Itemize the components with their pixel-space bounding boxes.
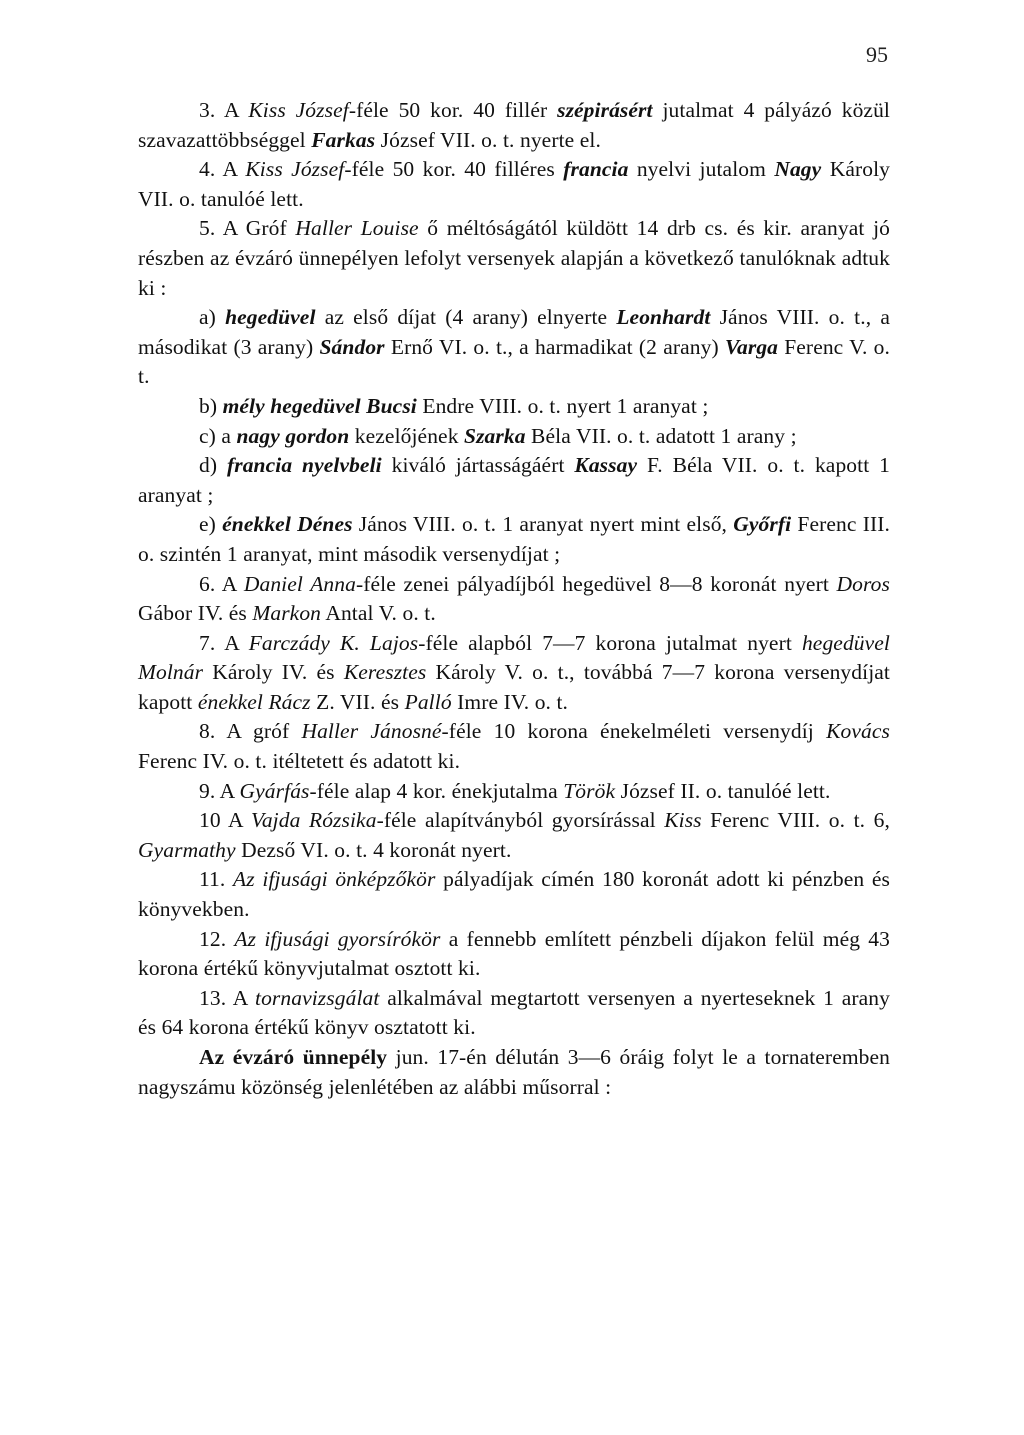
text-run: Ferenc III. o. szintén 1 aranyat, mint második versenydíjat ; — [138, 512, 890, 566]
text-run: -féle 50 kor. 40 fillér — [348, 98, 558, 122]
emphasized-text: Kassay — [574, 453, 638, 478]
text-run: Dezső VI. o. t. 4 koronát nyert. — [235, 837, 512, 862]
page-number: 95 — [866, 42, 888, 67]
text-run: alkalmával megtartott versenyen a nyerteseknek 1 arany és 64 korona értékű könyv osztatott ki. — [138, 985, 890, 1040]
text-run: 5. A Gróf — [199, 216, 296, 241]
emphasized-text: énekkel Dénes — [222, 512, 353, 537]
emphasized-text: Gyarmathy — [138, 837, 236, 862]
text-run: jun. 17-én délután 3—6 óráig folyt le a tornateremben nagyszámu közönség jelenlétében az alábbi műsorral : — [138, 1045, 890, 1099]
text-run: József VII. o. t. nyerte el. — [375, 127, 601, 152]
text-run: c) a — [199, 423, 237, 448]
text-run: Béla VII. o. t. adatott 1 arany ; — [525, 423, 797, 448]
text-run: 11. — [199, 867, 234, 892]
paragraph-item-b-deep-violin — [138, 392, 890, 422]
emphasized-text: mély hegedüvel Bucsi — [222, 393, 417, 418]
text-run: kezelőjének — [349, 423, 465, 448]
text-run: Ferenc IV. o. t. itéltetett és adatott ki. — [138, 749, 461, 774]
text-run: 10 A — [199, 808, 251, 833]
text-run: Ferenc V. o. t. — [138, 334, 890, 389]
emphasized-text: Haller Jánosné — [301, 719, 442, 744]
body-text — [138, 96, 890, 1102]
text-run: -féle alap 4 kor. énekjutalma — [309, 778, 564, 803]
text-run: -féle alapból 7—7 korona jutalmat nyert — [418, 630, 802, 655]
emphasized-text: francia — [563, 157, 629, 182]
paragraph-farczady — [138, 629, 890, 718]
paragraph-evzaro-unnepely — [138, 1043, 890, 1102]
text-run: Imre IV. o. t. — [451, 689, 569, 714]
emphasized-text: Győrfi — [733, 512, 792, 537]
text-run: János VIII. o. t. 1 aranyat nyert mint első, — [352, 512, 734, 537]
text-run: Károly IV. és — [203, 660, 344, 685]
paragraph-item-e-singing — [138, 510, 890, 569]
text-run: 7. A — [199, 630, 249, 655]
text-run: 4. A — [199, 157, 246, 182]
text-run: nyelvi jutalom — [628, 157, 775, 182]
paragraph-item-a-violin — [138, 303, 890, 392]
paragraph-gyorsirokor — [138, 925, 890, 984]
emphasized-text: Haller Louise — [295, 216, 419, 241]
text-run: 8. A gróf — [199, 719, 302, 744]
emphasized-text: Markon — [252, 601, 322, 626]
text-run: jutalmat 4 pályázó közül szavazattöbbséggel — [138, 98, 890, 152]
text-run: 3. A — [199, 98, 249, 122]
emphasized-text: Farczády K. Lajos — [248, 630, 419, 655]
paragraph-gyarfas — [138, 777, 890, 807]
emphasized-text: Az ifjusági gyorsírókör — [234, 926, 441, 951]
text-run: -féle 10 korona énekelméleti versenydíj — [441, 719, 827, 744]
text-run: 13. A — [199, 985, 255, 1010]
emphasized-text: tornavizsgálat — [255, 985, 380, 1010]
text-run: ő méltóságától küldött 14 drb cs. és kir. aranyat jó részben az évzáró ünnepélyen lefolyt versenyek alapján a következő tanulóknak adtuk ki : — [138, 216, 890, 300]
paragraph-haller-janosne — [138, 717, 890, 776]
emphasized-text: Kovács — [826, 719, 890, 744]
emphasized-text: szépirásért — [557, 98, 653, 122]
text-run: Ernő VI. o. t., a harmadikat (2 arany) — [384, 334, 725, 359]
text-run: e) — [199, 512, 223, 537]
text-run: Károly V. o. t., továbbá 7—7 korona versenydíjat kapott — [138, 660, 890, 714]
emphasized-text: Nagy — [774, 157, 822, 182]
paragraph-onkepzokor — [138, 865, 890, 924]
paragraph-vajda-rozsika — [138, 806, 890, 865]
paragraph-item-d-french — [138, 451, 890, 510]
text-run: -féle alapítványból gyorsírással — [376, 808, 665, 833]
emphasized-text: Palló — [404, 689, 452, 714]
emphasized-text: Szarka — [464, 423, 526, 448]
emphasized-text: Kiss — [664, 808, 702, 833]
emphasized-text: Az évzáró ünnepély — [199, 1045, 388, 1069]
text-run: F. Béla VII. o. t. kapott 1 aranyat ; — [138, 453, 891, 507]
emphasized-text: Az ifjusági önképzőkör — [233, 867, 436, 892]
text-run: kiváló jártasságáért — [381, 453, 575, 478]
emphasized-text: Keresztes — [343, 660, 427, 685]
text-run: pályadíjak címén 180 koronát adott ki pénzben és könyvekben. — [138, 867, 890, 922]
emphasized-text: Leonhardt — [616, 305, 711, 330]
paragraph-tornavizsgalat — [138, 984, 890, 1043]
emphasized-text: Farkas — [311, 127, 376, 152]
emphasized-text: Kiss József — [248, 98, 349, 122]
text-run: 12. — [199, 926, 235, 951]
text-run: Endre VIII. o. t. nyert 1 aranyat ; — [416, 393, 709, 418]
text-run: 6. A — [199, 571, 244, 596]
text-run: Z. VII. és — [310, 689, 405, 714]
emphasized-text: hegedüvel — [225, 305, 316, 330]
emphasized-text: Vajda Rózsika — [250, 808, 377, 833]
paragraph-item-c-double-bass — [138, 422, 890, 452]
emphasized-text: Doros — [836, 571, 890, 596]
text-run: b) — [199, 393, 223, 418]
text-run: József II. o. tanulóé lett. — [615, 778, 831, 803]
text-run: 9. A — [199, 778, 240, 803]
text-run: a) — [199, 305, 226, 330]
emphasized-text: francia nyelvbeli — [226, 453, 382, 478]
emphasized-text: Gyárfás — [239, 778, 310, 803]
emphasized-text: hegedüvel Molnár — [138, 630, 890, 685]
paragraph-kiss-jozsef-francia — [138, 155, 890, 214]
paragraph-haller-louise-gold — [138, 214, 890, 303]
text-run: Gábor IV. és — [138, 601, 253, 626]
text-run: Károly VII. o. tanulóé lett. — [138, 157, 890, 211]
emphasized-text: Török — [563, 778, 616, 803]
text-run: János VIII. o. t., a másodikat (3 arany) — [138, 305, 890, 359]
emphasized-text: Kiss József — [245, 157, 345, 182]
emphasized-text: Sándor — [319, 334, 385, 359]
emphasized-text: nagy gordon — [236, 423, 350, 448]
text-run: Antal V. o. t. — [321, 601, 436, 626]
paragraph-daniel-anna — [138, 570, 890, 629]
emphasized-text: Daniel Anna — [243, 571, 356, 596]
text-run: -féle 50 kor. 40 filléres — [344, 157, 564, 182]
text-run: a fennebb említett pénzbeli díjakon felül még 43 korona értékű könyvjutalmat osztott ki. — [138, 926, 891, 981]
text-run: az első díjat (4 arany) elnyerte — [315, 305, 617, 330]
emphasized-text: Varga — [724, 334, 779, 359]
emphasized-text: énekkel Rácz — [197, 689, 311, 714]
paragraph-kiss-jozsef-szepiras — [138, 96, 890, 155]
text-run: -féle zenei pályadíjból hegedüvel 8—8 koronát nyert — [355, 571, 837, 596]
text-run: d) — [199, 453, 227, 478]
text-run: Ferenc VIII. o. t. 6, — [701, 808, 890, 833]
